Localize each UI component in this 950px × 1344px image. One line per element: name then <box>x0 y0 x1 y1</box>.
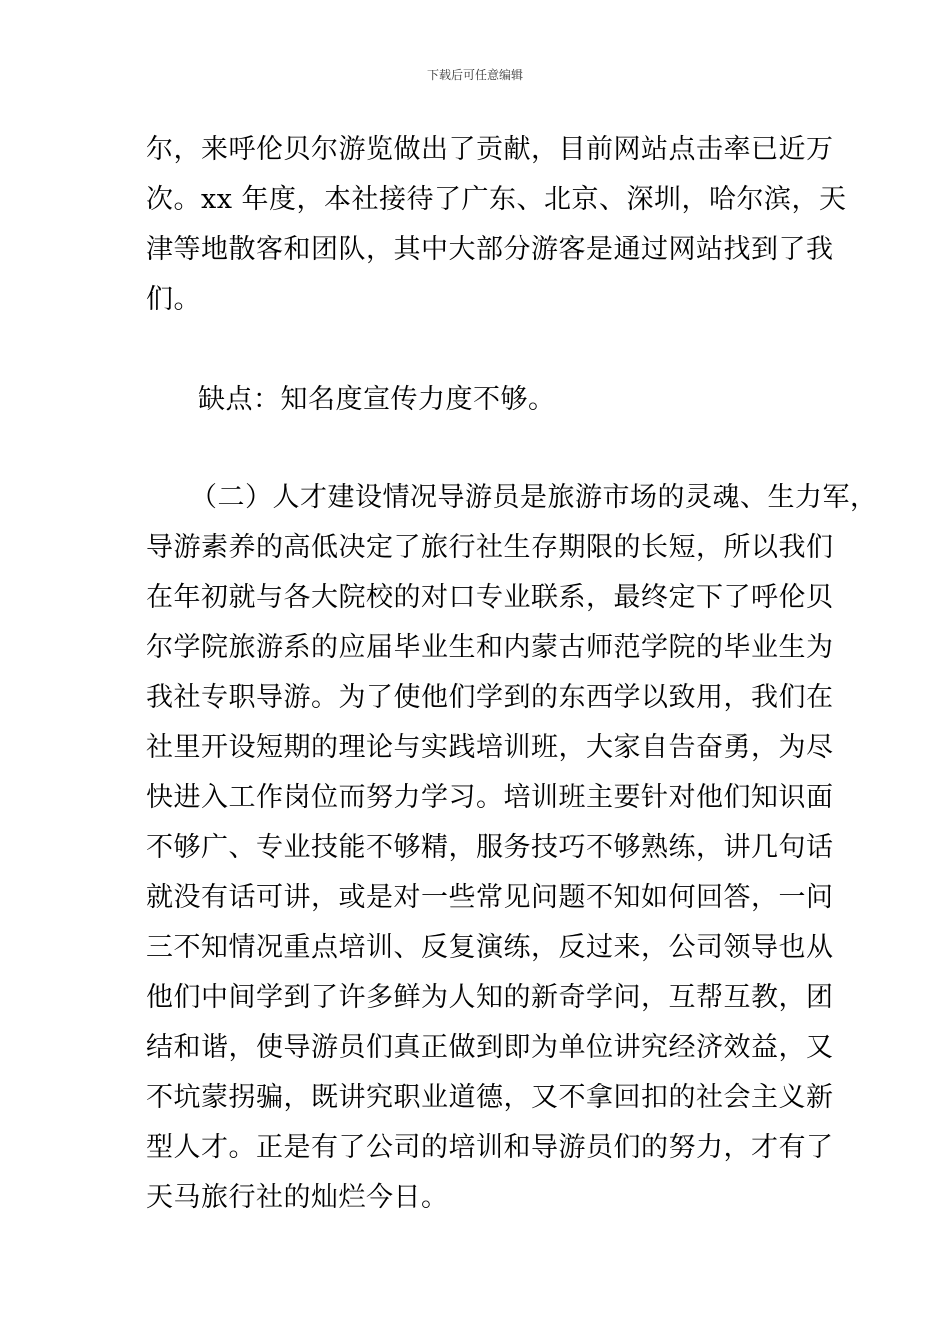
paragraph-3-line-6: 社里开设短期的理论与实践培训班，大家自告奋勇，为尽 <box>146 732 834 763</box>
paragraph-3-line-10: 三不知情况重点培训、反复演练，反过来，公司领导也从 <box>146 932 834 963</box>
paragraph-3-line-8: 不够广、专业技能不够精，服务技巧不够熟练，讲几句话 <box>146 832 834 863</box>
paragraph-1-line-1: 尔，来呼伦贝尔游览做出了贡献，目前网站点击率已近万 <box>146 134 834 165</box>
paragraph-3-line-14: 型人才。正是有了公司的培训和导游员们的努力，才有了 <box>146 1132 834 1163</box>
paragraph-3-line-15: 天马旅行社的灿烂今日。 <box>146 1182 449 1213</box>
paragraph-3-line-3: 在年初就与各大院校的对口专业联系，最终定下了呼伦贝 <box>146 582 834 613</box>
paragraph-2-line-1: 缺点：知名度宣传力度不够。 <box>198 384 556 415</box>
page-header: 下载后可任意编辑 <box>426 68 523 82</box>
paragraph-1-line-2: 次。xx 年度，本社接待了广东、北京、深圳，哈尔滨，天 <box>146 184 847 215</box>
paragraph-1-line-4: 们。 <box>146 284 201 315</box>
paragraph-3-line-2: 导游素养的高低决定了旅行社生存期限的长短，所以我们 <box>146 532 834 563</box>
paragraph-3-line-1: （二）人才建设情况导游员是旅游市场的灵魂、生力军， <box>190 482 878 513</box>
paragraph-3-line-11: 他们中间学到了许多鲜为人知的新奇学问，互帮互教，团 <box>146 982 834 1013</box>
paragraph-3-line-12: 结和谐，使导游员们真正做到即为单位讲究经济效益，又 <box>146 1032 834 1063</box>
paragraph-3-line-13: 不坑蒙拐骗，既讲究职业道德，又不拿回扣的社会主义新 <box>146 1082 834 1113</box>
paragraph-3-line-7: 快进入工作岗位而努力学习。培训班主要针对他们知识面 <box>146 782 834 813</box>
paragraph-1-line-3: 津等地散客和团队，其中大部分游客是通过网站找到了我 <box>146 234 834 265</box>
paragraph-3-line-9: 就没有话可讲，或是对一些常见问题不知如何回答，一问 <box>146 882 834 913</box>
paragraph-3-line-4: 尔学院旅游系的应届毕业生和内蒙古师范学院的毕业生为 <box>146 632 834 663</box>
paragraph-3-line-5: 我社专职导游。为了使他们学到的东西学以致用，我们在 <box>146 682 834 713</box>
